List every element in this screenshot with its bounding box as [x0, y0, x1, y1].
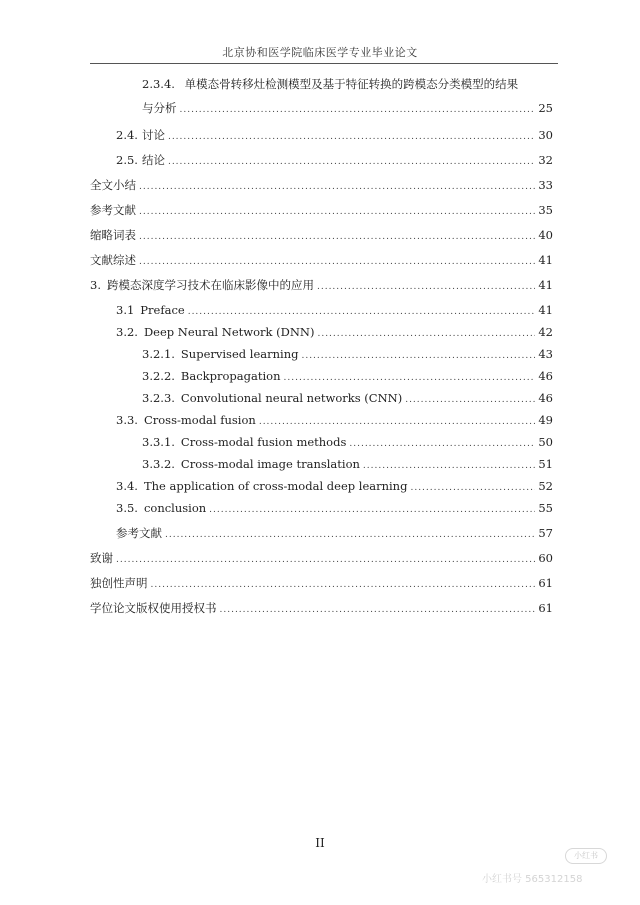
toc-entry-summary[interactable]: [0, 175, 640, 195]
dot-leader: [151, 575, 536, 595]
running-header: 北京协和医学院临床医学专业毕业论文: [222, 46, 418, 59]
toc-entry-title: 参考文献: [116, 526, 162, 540]
toc-entry-page: 60: [538, 551, 553, 565]
toc-entry-references[interactable]: [0, 200, 640, 220]
dot-leader: [168, 127, 535, 147]
toc-entry-title: 缩略词表: [90, 228, 136, 242]
dot-leader: [405, 390, 535, 410]
toc-entry-number: 3.3.: [116, 413, 138, 427]
dot-leader: [284, 368, 536, 388]
toc-entry-page: 30: [538, 128, 553, 142]
dot-leader: [139, 252, 535, 272]
toc-entry-acknowledgements[interactable]: [0, 548, 640, 568]
toc-entry-page: 52: [538, 479, 553, 493]
toc-entry-3-3-2[interactable]: [0, 454, 640, 474]
toc-entry-page: 35: [538, 203, 553, 217]
dot-leader: [317, 277, 535, 297]
dot-leader: [139, 177, 535, 197]
dot-leader: [259, 412, 536, 432]
toc-entry-number: 3.4.: [116, 479, 138, 493]
toc-entry-page: 46: [538, 391, 553, 405]
toc-entry-abbreviations[interactable]: [0, 225, 640, 245]
toc-entry-number: 3.2.: [116, 325, 138, 339]
toc-entry-title: Deep Neural Network (DNN): [143, 325, 315, 339]
toc-entry-number: 3.5.: [116, 501, 138, 515]
toc-entry-page: 42: [538, 325, 553, 339]
toc-entry-page: 41: [538, 278, 553, 292]
toc-entry-number: 3.: [90, 278, 101, 292]
toc-entry-3-2[interactable]: [0, 322, 640, 342]
toc-entry-3-3-1[interactable]: [0, 432, 640, 452]
dot-leader: [165, 525, 535, 545]
toc-entry-page: 40: [538, 228, 553, 242]
toc-entry-2-5[interactable]: [0, 150, 640, 170]
toc-entry-page: 51: [538, 457, 553, 471]
toc-entry-number: 2.3.4.: [142, 77, 175, 91]
toc-entry-title: Cross-modal image translation: [180, 457, 360, 471]
toc-entry-originality-statement[interactable]: [0, 573, 640, 593]
header-rule: [90, 63, 558, 64]
toc-entry-title: 结论: [141, 153, 165, 167]
toc-entry-3-2-1[interactable]: [0, 344, 640, 364]
dot-leader: [410, 478, 535, 498]
toc-entry-3-3[interactable]: [0, 410, 640, 430]
toc-entry-heading-line: [142, 74, 518, 94]
toc-entry-title: Preface: [140, 303, 185, 317]
toc-entry-page: 49: [538, 413, 553, 427]
toc-entry-3-2-2[interactable]: [0, 366, 640, 386]
toc-entry-title: 独创性声明: [90, 576, 148, 590]
toc-entry-2-4[interactable]: [0, 125, 640, 145]
toc-entry-title-line1: 单模态骨转移灶检测模型及基于特征转换的跨模态分类模型的结果: [184, 77, 519, 91]
page-number: II: [315, 836, 325, 850]
dot-leader: [301, 346, 535, 366]
toc-entry-3[interactable]: [0, 275, 640, 295]
toc-entry-page: 25: [538, 101, 553, 115]
toc-entry-title: 全文小结: [90, 178, 136, 192]
toc-entry-title: Cross-modal fusion methods: [180, 435, 347, 449]
toc-entry-page: 41: [538, 253, 553, 267]
toc-entry-3-4[interactable]: [0, 476, 640, 496]
toc-entry-title: 文献综述: [90, 253, 136, 267]
dot-leader: [116, 550, 535, 570]
dot-leader: [168, 152, 535, 172]
toc-entry-page: 55: [538, 501, 553, 515]
toc-entry-page: 43: [538, 347, 553, 361]
dot-leader: [349, 434, 535, 454]
toc-entry-copyright-authorization[interactable]: [0, 598, 640, 618]
toc-entry-page: 46: [538, 369, 553, 383]
toc-entry-number: 3.3.2.: [142, 457, 175, 471]
toc-entry-2-3-4[interactable]: [0, 74, 640, 118]
dot-leader: [363, 456, 535, 476]
toc-entry-literature-review[interactable]: [0, 250, 640, 270]
toc-entry-number: 3.1: [116, 303, 135, 317]
toc-entry-3-2-3[interactable]: [0, 388, 640, 408]
toc-entry-title: The application of cross-modal deep learning: [143, 479, 408, 493]
toc-entry-page: 41: [538, 303, 553, 317]
toc-entry-page: 33: [538, 178, 553, 192]
toc-entry-number: 3.2.3.: [142, 391, 175, 405]
dot-leader: [180, 100, 536, 120]
toc-entry-title: conclusion: [143, 501, 207, 515]
toc-entry-review-references[interactable]: [0, 523, 640, 543]
toc-entry-title: Convolutional neural networks (CNN): [180, 391, 403, 405]
dot-leader: [317, 324, 535, 344]
toc-entry-number: 3.2.2.: [142, 369, 175, 383]
toc-entry-number: 2.4.: [116, 128, 138, 142]
dot-leader: [139, 227, 535, 247]
watermark-text: 小红书号 565312158: [482, 874, 583, 885]
dot-leader: [220, 600, 536, 620]
toc-entry-title: Backpropagation: [180, 369, 281, 383]
toc-entry-3-5[interactable]: [0, 498, 640, 518]
dot-leader: [209, 500, 535, 520]
toc-entry-page: 61: [538, 576, 553, 590]
toc-entry-number: 3.3.1.: [142, 435, 175, 449]
toc-entry-title: 学位论文版权使用授权书: [90, 601, 217, 615]
toc-entry-page: 32: [538, 153, 553, 167]
toc-entry-title: Supervised learning: [180, 347, 299, 361]
toc-entry-page: 57: [538, 526, 553, 540]
toc-entry-title: 跨模态深度学习技术在临床影像中的应用: [106, 278, 314, 292]
toc-entry-title: 与分析: [142, 101, 177, 115]
toc-entry-title: 致谢: [90, 551, 113, 565]
dot-leader: [139, 202, 535, 222]
toc-entry-page: 61: [538, 601, 553, 615]
watermark-badge: 小红书: [565, 848, 607, 864]
toc-entry-title: Cross-modal fusion: [143, 413, 256, 427]
toc-entry-number: 2.5.: [116, 153, 138, 167]
toc-entry-title: 参考文献: [90, 203, 136, 217]
toc-entry-page: 50: [538, 435, 553, 449]
toc-entry-3-1[interactable]: [0, 300, 640, 320]
toc-entry-number: 3.2.1.: [142, 347, 175, 361]
toc-entry-title: 讨论: [141, 128, 165, 142]
dot-leader: [188, 302, 536, 322]
